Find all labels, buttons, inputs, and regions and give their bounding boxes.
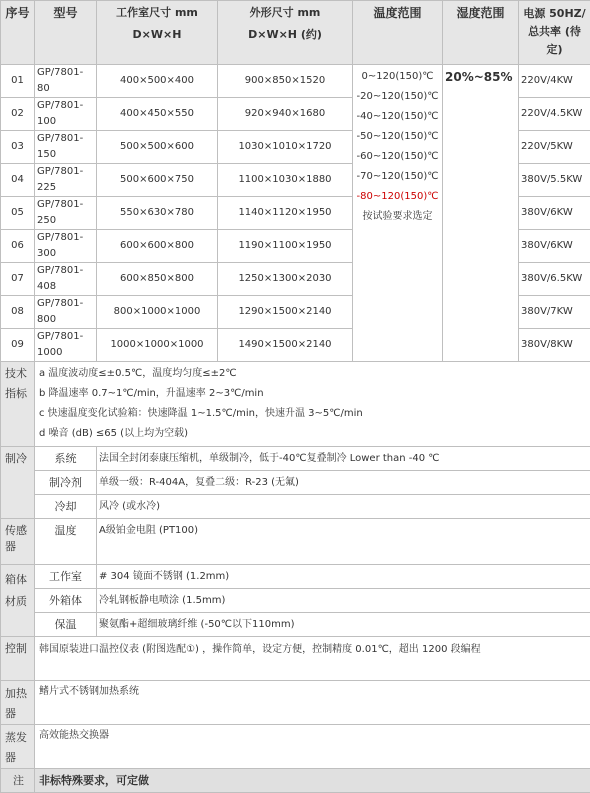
note-row — [1, 769, 590, 793]
header-power: 电源 50HZ/总共率 (待定) — [519, 1, 590, 65]
header-no: 序号 — [1, 1, 35, 65]
refrig-sub: 制冷剂 — [35, 471, 97, 495]
tech-values — [35, 362, 590, 447]
model-name: GP/7801-100 — [35, 98, 97, 131]
model-power: 220V/5KW — [519, 131, 590, 164]
model-power: 380V/8KW — [519, 329, 590, 362]
model-outer: 900×850×1520 — [218, 65, 353, 98]
model-chamber: 600×850×800 — [97, 263, 218, 296]
control-label: 控制 — [1, 637, 35, 681]
temp-range: -70~120(150)℃ — [355, 167, 440, 187]
box-value: 聚氨酯+超细玻璃纤维 (-50℃以下110mm) — [97, 613, 590, 637]
header-model: 型号 — [35, 1, 97, 65]
model-no: 08 — [1, 296, 35, 329]
temp-range: -20~120(150)℃ — [355, 87, 440, 107]
box-sub: 工作室 — [35, 565, 97, 589]
model-outer: 1140×1120×1950 — [218, 197, 353, 230]
model-name: GP/7801-150 — [35, 131, 97, 164]
sensor-value: A级铂金电阻 (PT100) — [97, 519, 590, 565]
model-outer: 1030×1010×1720 — [218, 131, 353, 164]
box-sub: 保温 — [35, 613, 97, 637]
temp-range: -50~120(150)℃ — [355, 127, 440, 147]
refrig-sub: 冷却 — [35, 495, 97, 519]
refrig-row — [1, 495, 590, 519]
tech-label: 技术指标 — [1, 362, 35, 447]
model-chamber: 400×450×550 — [97, 98, 218, 131]
evap-value: 高效能热交换器 — [35, 725, 590, 769]
model-power: 380V/6.5KW — [519, 263, 590, 296]
temp-range: -60~120(150)℃ — [355, 147, 440, 167]
control-value: 韩国原装进口温控仪表 (附图选配①) ，操作简单，设定方便，控制精度 0.01℃，超出 1200 段编程 — [35, 637, 590, 681]
model-power: 380V/6KW — [519, 230, 590, 263]
model-chamber: 500×500×600 — [97, 131, 218, 164]
sensor-sub: 温度 — [35, 519, 97, 565]
refrig-value: 风冷 (或水冷) — [97, 495, 590, 519]
header-outer-sub: D×W×H (约) — [220, 27, 350, 43]
box-row — [1, 589, 590, 613]
temp-range: 0~120(150)℃ — [355, 67, 440, 87]
model-no: 07 — [1, 263, 35, 296]
model-no: 04 — [1, 164, 35, 197]
tech-line: a 温度波动度≤±0.5℃，温度均匀度≤±2℃ — [39, 364, 586, 384]
model-power: 380V/5.5KW — [519, 164, 590, 197]
box-value: # 304 镜面不锈钢 (1.2mm) — [97, 565, 590, 589]
model-chamber: 1000×1000×1000 — [97, 329, 218, 362]
refrig-value: 单级一级：R-404A，复叠二级：R-23 (无氟) — [97, 471, 590, 495]
humidity-range: 20%~85% — [443, 65, 519, 362]
model-name: GP/7801-80 — [35, 65, 97, 98]
model-chamber: 600×600×800 — [97, 230, 218, 263]
model-outer: 1190×1100×1950 — [218, 230, 353, 263]
model-name: GP/7801-1000 — [35, 329, 97, 362]
model-outer: 1250×1300×2030 — [218, 263, 353, 296]
model-power: 220V/4KW — [519, 65, 590, 98]
model-chamber: 500×600×750 — [97, 164, 218, 197]
evap-label: 蒸发器 — [1, 725, 35, 769]
model-outer: 1100×1030×1880 — [218, 164, 353, 197]
temp-range-note: 按试验要求选定 — [355, 207, 440, 227]
header-humidity: 湿度范围 — [443, 1, 519, 65]
model-no: 03 — [1, 131, 35, 164]
model-power: 220V/4.5KW — [519, 98, 590, 131]
model-name: GP/7801-225 — [35, 164, 97, 197]
sensor-label: 传感器 — [1, 519, 35, 565]
model-row — [1, 65, 590, 98]
model-no: 02 — [1, 98, 35, 131]
tech-line: c 快速温度变化试验箱：快速降温 1~1.5℃/min，快速升温 3~5℃/min — [39, 404, 586, 424]
refrig-value: 法国全封闭泰康压缩机，单级制冷，低于-40℃复叠制冷 Lower than -40 ℃ — [97, 447, 590, 471]
refrig-label: 制冷 — [1, 447, 35, 519]
control-row — [1, 637, 590, 681]
temp-range: -40~120(150)℃ — [355, 107, 440, 127]
refrig-sub: 系统 — [35, 447, 97, 471]
model-power: 380V/7KW — [519, 296, 590, 329]
model-name: GP/7801-408 — [35, 263, 97, 296]
heater-label: 加热器 — [1, 681, 35, 725]
tech-row — [1, 362, 590, 447]
refrig-row — [1, 471, 590, 495]
note-value: 非标特殊要求，可定做 — [35, 769, 590, 793]
model-chamber: 550×630×780 — [97, 197, 218, 230]
box-sub: 外箱体 — [35, 589, 97, 613]
header-row — [1, 1, 590, 65]
header-chamber-title: 工作室尺寸 mm — [99, 5, 215, 21]
note-label: 注 — [1, 769, 35, 793]
model-no: 09 — [1, 329, 35, 362]
model-outer: 920×940×1680 — [218, 98, 353, 131]
tech-line: d 噪音 (dB) ≤65 (以上均为空载) — [39, 424, 586, 444]
box-row — [1, 613, 590, 637]
tech-line: b 降温速率 0.7~1℃/min，升温速率 2~3℃/min — [39, 384, 586, 404]
evap-row — [1, 725, 590, 769]
model-name: GP/7801-800 — [35, 296, 97, 329]
model-chamber: 800×1000×1000 — [97, 296, 218, 329]
model-name: GP/7801-250 — [35, 197, 97, 230]
box-value: 冷轧钢板静电喷涂 (1.5mm) — [97, 589, 590, 613]
header-temp: 温度范围 — [353, 1, 443, 65]
temp-range-highlight: -80~120(150)℃ — [355, 187, 440, 207]
model-no: 01 — [1, 65, 35, 98]
model-name: GP/7801-300 — [35, 230, 97, 263]
refrig-row — [1, 447, 590, 471]
sensor-row — [1, 519, 590, 565]
header-outer — [218, 1, 353, 65]
model-no: 06 — [1, 230, 35, 263]
heater-value: 鳍片式不锈钢加热系统 — [35, 681, 590, 725]
box-label: 箱体材质 — [1, 565, 35, 637]
box-row — [1, 565, 590, 589]
heater-row — [1, 681, 590, 725]
model-outer: 1490×1500×2140 — [218, 329, 353, 362]
temp-range-cell — [353, 65, 443, 362]
model-outer: 1290×1500×2140 — [218, 296, 353, 329]
header-chamber — [97, 1, 218, 65]
model-chamber: 400×500×400 — [97, 65, 218, 98]
model-power: 380V/6KW — [519, 197, 590, 230]
model-no: 05 — [1, 197, 35, 230]
header-chamber-sub: D×W×H — [99, 27, 215, 43]
header-outer-title: 外形尺寸 mm — [220, 5, 350, 21]
